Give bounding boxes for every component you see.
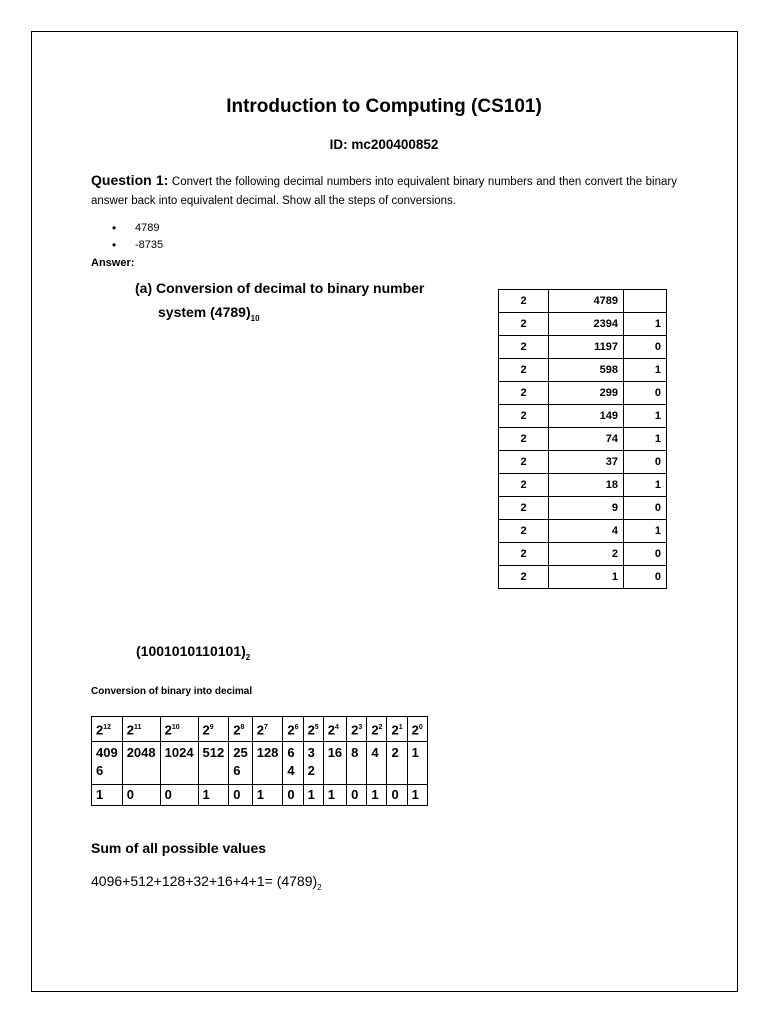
table-cell: 1197 [549, 336, 624, 359]
table-cell: 1 [624, 474, 667, 497]
table-row [499, 382, 667, 405]
table-cell: 2 [499, 520, 549, 543]
table-cell: 37 [549, 451, 624, 474]
table-cell: 0 [624, 336, 667, 359]
list-item: • -8735 [112, 237, 163, 254]
powers-table [91, 716, 428, 806]
table-cell: $2^3$ [347, 717, 367, 742]
table-cell: 1 [549, 566, 624, 589]
table-cell: $2^2$ [367, 717, 387, 742]
table-cell: 2394 [549, 313, 624, 336]
table-row [499, 336, 667, 359]
table-cell: 4 [549, 520, 624, 543]
student-id: ID: mc200400852 [329, 137, 439, 152]
table-row [499, 405, 667, 428]
question-text: Convert the following decimal numbers into equivalent binary numbers and then convert the binary answer back into equivalent decimal. Show all the steps of conversions. [91, 176, 677, 207]
table-row [499, 497, 667, 520]
table-cell: $2^0$ [407, 717, 427, 742]
table-cell: 1 [323, 785, 346, 806]
table-cell: 1024 [160, 742, 198, 785]
table-cell: 2 [499, 336, 549, 359]
table-cell: 0 [387, 785, 407, 806]
table-cell: 1 [624, 405, 667, 428]
table-row [92, 717, 428, 742]
table-row [499, 428, 667, 451]
table-cell: $2^8$ [229, 717, 252, 742]
sum-heading: Sum of all possible values [91, 840, 267, 856]
table-cell: $2^4$ [323, 717, 346, 742]
table-cell: 2 [499, 405, 549, 428]
table-cell: 2048 [122, 742, 160, 785]
question-label: Question 1: [91, 172, 169, 188]
section-a-heading [135, 276, 424, 331]
table-cell: 0 [624, 497, 667, 520]
table-cell: 0 [624, 451, 667, 474]
table-cell: 0 [122, 785, 160, 806]
table-cell [624, 290, 667, 313]
table-cell: 1 [198, 785, 229, 806]
table-cell: 16 [323, 742, 346, 785]
table-cell: 2 [499, 543, 549, 566]
binary-result: $(1001010110101)_2$ [136, 643, 251, 662]
table-cell: $2^{11}$ [122, 717, 160, 742]
table-cell: 1 [624, 313, 667, 336]
table-cell: 2 [499, 382, 549, 405]
conversion-label: Conversion of binary into decimal [91, 686, 253, 697]
table-cell: 2 [499, 474, 549, 497]
table-cell: 9 [549, 497, 624, 520]
table-cell: 0 [624, 543, 667, 566]
list-item: • 4789 [112, 220, 163, 237]
table-cell: 2 [499, 359, 549, 382]
table-cell: 1 [92, 785, 123, 806]
table-cell: 1 [624, 428, 667, 451]
table-cell: 18 [549, 474, 624, 497]
table-cell: 4 [367, 742, 387, 785]
table-cell: 1 [367, 785, 387, 806]
table-cell: 598 [549, 359, 624, 382]
division-table [498, 289, 667, 589]
table-cell: 2 [499, 566, 549, 589]
table-cell: 149 [549, 405, 624, 428]
table-row [92, 742, 428, 785]
table-row [499, 313, 667, 336]
table-cell: $2^{12}$ [92, 717, 123, 742]
table-row [499, 520, 667, 543]
sum-expression: $4096+512+128+32+16+4+1= (4789)_2$ [91, 873, 322, 892]
table-cell: 2 [387, 742, 407, 785]
table-cell: 3 2 [303, 742, 323, 785]
table-cell: 6 4 [283, 742, 303, 785]
section-a-line1: (a) Conversion of decimal to binary number [135, 280, 425, 296]
table-cell: $2^9$ [198, 717, 229, 742]
table-cell: 1 [407, 785, 427, 806]
table-cell: 8 [347, 742, 367, 785]
table-cell: 2 [499, 313, 549, 336]
table-cell: 1 [624, 359, 667, 382]
section-a-line2: system $(4789)_{10}$ [158, 304, 260, 323]
table-cell: 299 [549, 382, 624, 405]
table-cell: 0 [283, 785, 303, 806]
table-row [92, 785, 428, 806]
table-cell: 25 6 [229, 742, 252, 785]
table-cell: $2^{10}$ [160, 717, 198, 742]
table-row [499, 474, 667, 497]
table-cell: 4789 [549, 290, 624, 313]
table-cell: 1 [303, 785, 323, 806]
table-cell: $2^6$ [283, 717, 303, 742]
table-cell: 2 [499, 290, 549, 313]
table-cell: $2^1$ [387, 717, 407, 742]
table-cell: 74 [549, 428, 624, 451]
document-title: Introduction to Computing (CS101) [226, 96, 542, 117]
table-cell: 1 [252, 785, 283, 806]
table-cell: 0 [229, 785, 252, 806]
table-cell: 2 [499, 451, 549, 474]
question-1 [91, 171, 677, 211]
table-cell: 1 [407, 742, 427, 785]
table-cell: 2 [499, 428, 549, 451]
table-row [499, 359, 667, 382]
table-cell: $2^5$ [303, 717, 323, 742]
table-cell: $2^7$ [252, 717, 283, 742]
table-cell: 0 [347, 785, 367, 806]
table-row [499, 566, 667, 589]
table-cell: 512 [198, 742, 229, 785]
answer-label: Answer: [91, 257, 135, 269]
table-cell: 0 [160, 785, 198, 806]
table-cell: 128 [252, 742, 283, 785]
table-row [499, 290, 667, 313]
table-cell: 0 [624, 382, 667, 405]
table-cell: 2 [499, 497, 549, 520]
table-cell: 1 [624, 520, 667, 543]
table-row [499, 543, 667, 566]
number-list [112, 220, 163, 254]
table-cell: 2 [549, 543, 624, 566]
table-row [499, 451, 667, 474]
table-cell: 409 6 [92, 742, 123, 785]
table-cell: 0 [624, 566, 667, 589]
